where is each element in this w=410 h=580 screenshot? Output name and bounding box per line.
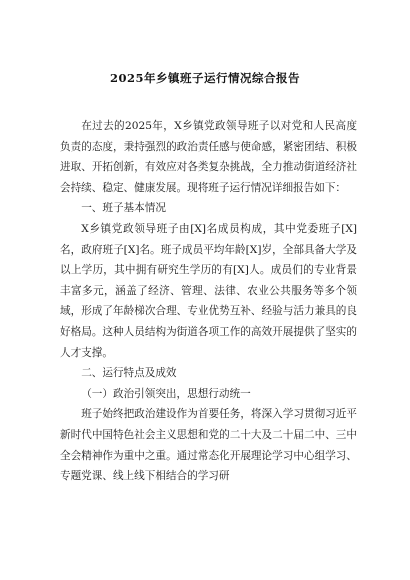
- document-body: [60, 116, 357, 487]
- subsection-heading-political: （一）政治引领突出，思想行动统一: [81, 387, 251, 400]
- section-heading-basic-info: 一、班子基本情况: [81, 202, 166, 215]
- basic-info-paragraph: X乡镇党政领导班子由[X]名成员构成，其中党委班子[X]名，政府班子[X]名。班子成员平均年龄[X]岁，全部具备大学及以上学历，其中拥有研究生学历的有[X]人。成员们的专业背景丰富多元，涵盖了经济、管理、法律、农业公共服务等多个领域，形成了年龄梯次合理、专业优势互补、经验与活力兼具的良好格局。这种人员结构为街道各项工作的高效开展提供了坚实的人才支撑。: [60, 222, 357, 359]
- intro-paragraph: 在过去的2025年，X乡镇党政领导班子以对党和人民高度负责的态度，秉持强烈的政治责任感与使命感，紧密团结、积极进取、开拓创新，有效应对各类复杂挑战，全力推动街道经济社会持续、稳定、健康发展。现将班子运行情况详细报告如下：: [60, 120, 357, 194]
- section-heading-operation: 二、运行特点及成效: [81, 367, 177, 380]
- political-paragraph: 班子始终把政治建设作为首要任务，将深入学习贯彻习近平新时代中国特色社会主义思想和党的二十大及二十届二中、三中全会精神作为重中之重。通过常态化开展理论学习中心组学习、专题党课、线上线下相结合的学习研: [60, 408, 357, 483]
- document-title: 2025年乡镇班子运行情况综合报告: [109, 71, 300, 85]
